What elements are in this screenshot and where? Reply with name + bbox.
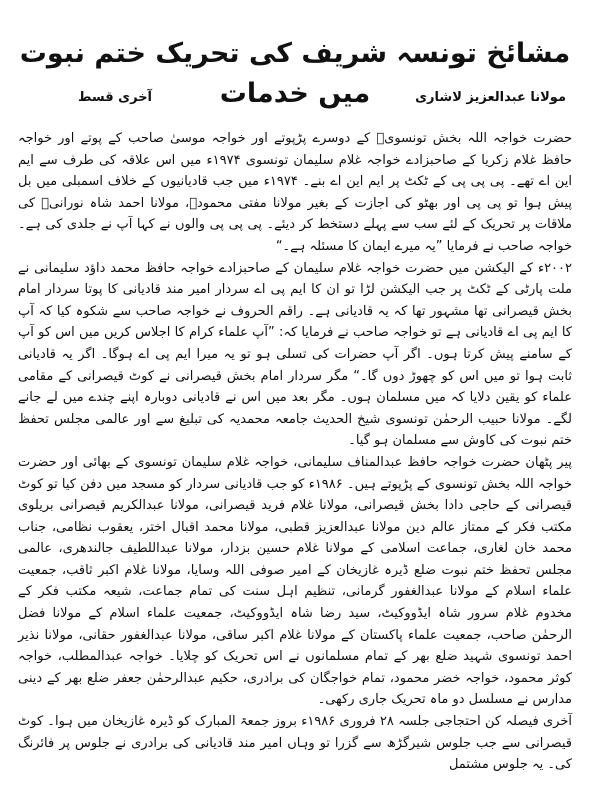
part-label: آخری قسط [78,90,153,105]
paragraph: آخری فیصلہ کن احتجاجی جلسہ ۲۸ فروری ۱۹۸۶ء بروز جمعۃ المبارک کو ڈیرہ غازیخان میں ہوا۔ کوٹ قیصرانی سے جب جلوس شیرگڑھ سے گزرا تو وہاں امیر مند قادیانی کی برادری نے جلوس پر فائرنگ کی۔ یہ جلوس مشتمل [18,714,572,773]
article-body [18,128,572,776]
paragraph: پیر پٹھان حضرت خواجہ حافظ عبدالمناف سلیمانی، خواجہ غلام سلیمان تونسوی کے بھائی اور حضرت خواجہ اللہ بخش تونسوی کے پڑپوتے ہیں۔ ۱۹۸۶ء کو جب قادیانی سردار کو مسجد میں دفن کیا تو کوٹ قیصرانی کے حاجی دادا بخش قیصرانی، مولانا غلام فرید قیصرانی، مولانا عبدالکریم قیصرانی بریلوی مکتب فکر کے ممتاز عالم دین مولانا عبدالعزیز قطبی، مولانا محمد اقبال اختر، یعقوب نظامی، جناب محمد خان لغاری، جماعت اسلامی کے مولانا غلام حسین بزدار، مولانا عبداللطیف جالندھری، عالمی مجلس تحفظ ختم نبوت ضلع ڈیرہ غازیخان کے امیر صوفی اللہ وسایا، مولانا غلام اکبر ثاقب، جمعیت علماء اسلام کے مولانا عبدالغفور گرمانی، تنظیم اہل سنت کی تمام جماعت، شیعہ مکتب فکر کے مخدوم غلام سرور شاہ ایڈووکیٹ، سید رضا شاہ ایڈووکیٹ، جمعیت علماء اسلام کے مولانا فضل الرحمٰن صاحب، جمعیت علماء پاکستان کے مولانا غلام اکبر ساقی، مولانا عبدالغفور حقانی، مولانا نذیر احمد تونسوی شہید ضلع بھر کے تمام مسلمانوں نے اس تحریک کو چلایا۔ خواجہ عبدالمطلب، خواجہ کوثر محمود، خواجہ خضر محمود، تمام خواجگان کی برادری، حکیم عبدالرحمٰن جعفر ضلع بھر کے دینی مدارس نے مسلسل دو ماہ تحریک جاری رکھی۔ [18,454,572,708]
paragraph: ۲۰۰۲ء کے الیکشن میں حضرت خواجہ غلام سلیمان کے صاحبزادے خواجہ حافظ محمد داؤد سلیمانی نے ملت پارٹی کے ٹکٹ پر جب الیکشن لڑا تو ان کا ایم پی اے سردار امیر مند قادیانی کا پوتا سردار امام بخش قیصرانی تھا مشہور تھا کہ یہ قادیانی ہے۔ راقم الحروف نے خواجہ صاحب سے شکوہ کیا کہ آپ کا ایم پی اے قادیانی ہے تو خواجہ صاحب نے فرمایا کہ: ”آپ علماء کرام کا اجلاس کریں میں اس کو آپ کے سامنے پیش کرتا ہوں۔ اگر آپ حضرات کی تسلی ہو تو یہ میرا ایم پی اے ہوگا۔ اگر یہ قادیانی ثابت ہوا تو میں اس کو چھوڑ دوں گا۔“ مگر سردار امام بخش قیصرانی نے کوٹ قیصرانی کے مقامی علماء کو یقین دلایا کہ میں مسلمان ہوں۔ مگر بعد میں اس نے قادیانی دوبارہ اپنے چندے میں لے جانے لگے۔ مولانا حبیب الرحمٰن تونسوی شیخ الحدیث جامعہ محمدیہ کی تبلیغ سے اور عالمی مجلس تحفظ ختم نبوت کی کاوش سے مسلمان ہو گیا۔ [18,260,572,449]
article-title: مشائخ تونسہ شریف کی تحریک ختم نبوت میں خدمات [19,38,571,109]
paragraph: حضرت خواجہ اللہ بخش تونسویؒ کے دوسرے پڑپوتے اور خواجہ موسیٰ صاحب کے پوتے اور خواجہ حافظ غلام زکریا کے صاحبزادے خواجہ غلام سلیمان تونسوی ۱۹۷۴ء میں اس علاقہ کی طرف سے ایم این اے تھے۔ پی پی پی کے ٹکٹ پر ایم این اے بنے۔ ۱۹۷۴ء میں جب قادیانیوں کے خلاف اسمبلی میں بل پیش ہوا تو پی پی اور بھٹو کی اجازت کے بغیر مولانا مفتی محمودؒ، مولانا احمد شاہ نورانیؒ کی ملاقات پر تحریک کے لئے سب سے پہلے دستخط کر دیئے۔ پی پی پی والوں نے کہا آپ نے جلدی کی ہے۔ خواجہ صاحب نے فرمایا ”یہ میرے ایمان کا مسئلہ ہے۔“ [18,131,572,254]
author-name: مولانا عبدالعزیز لاشاری [415,90,566,105]
